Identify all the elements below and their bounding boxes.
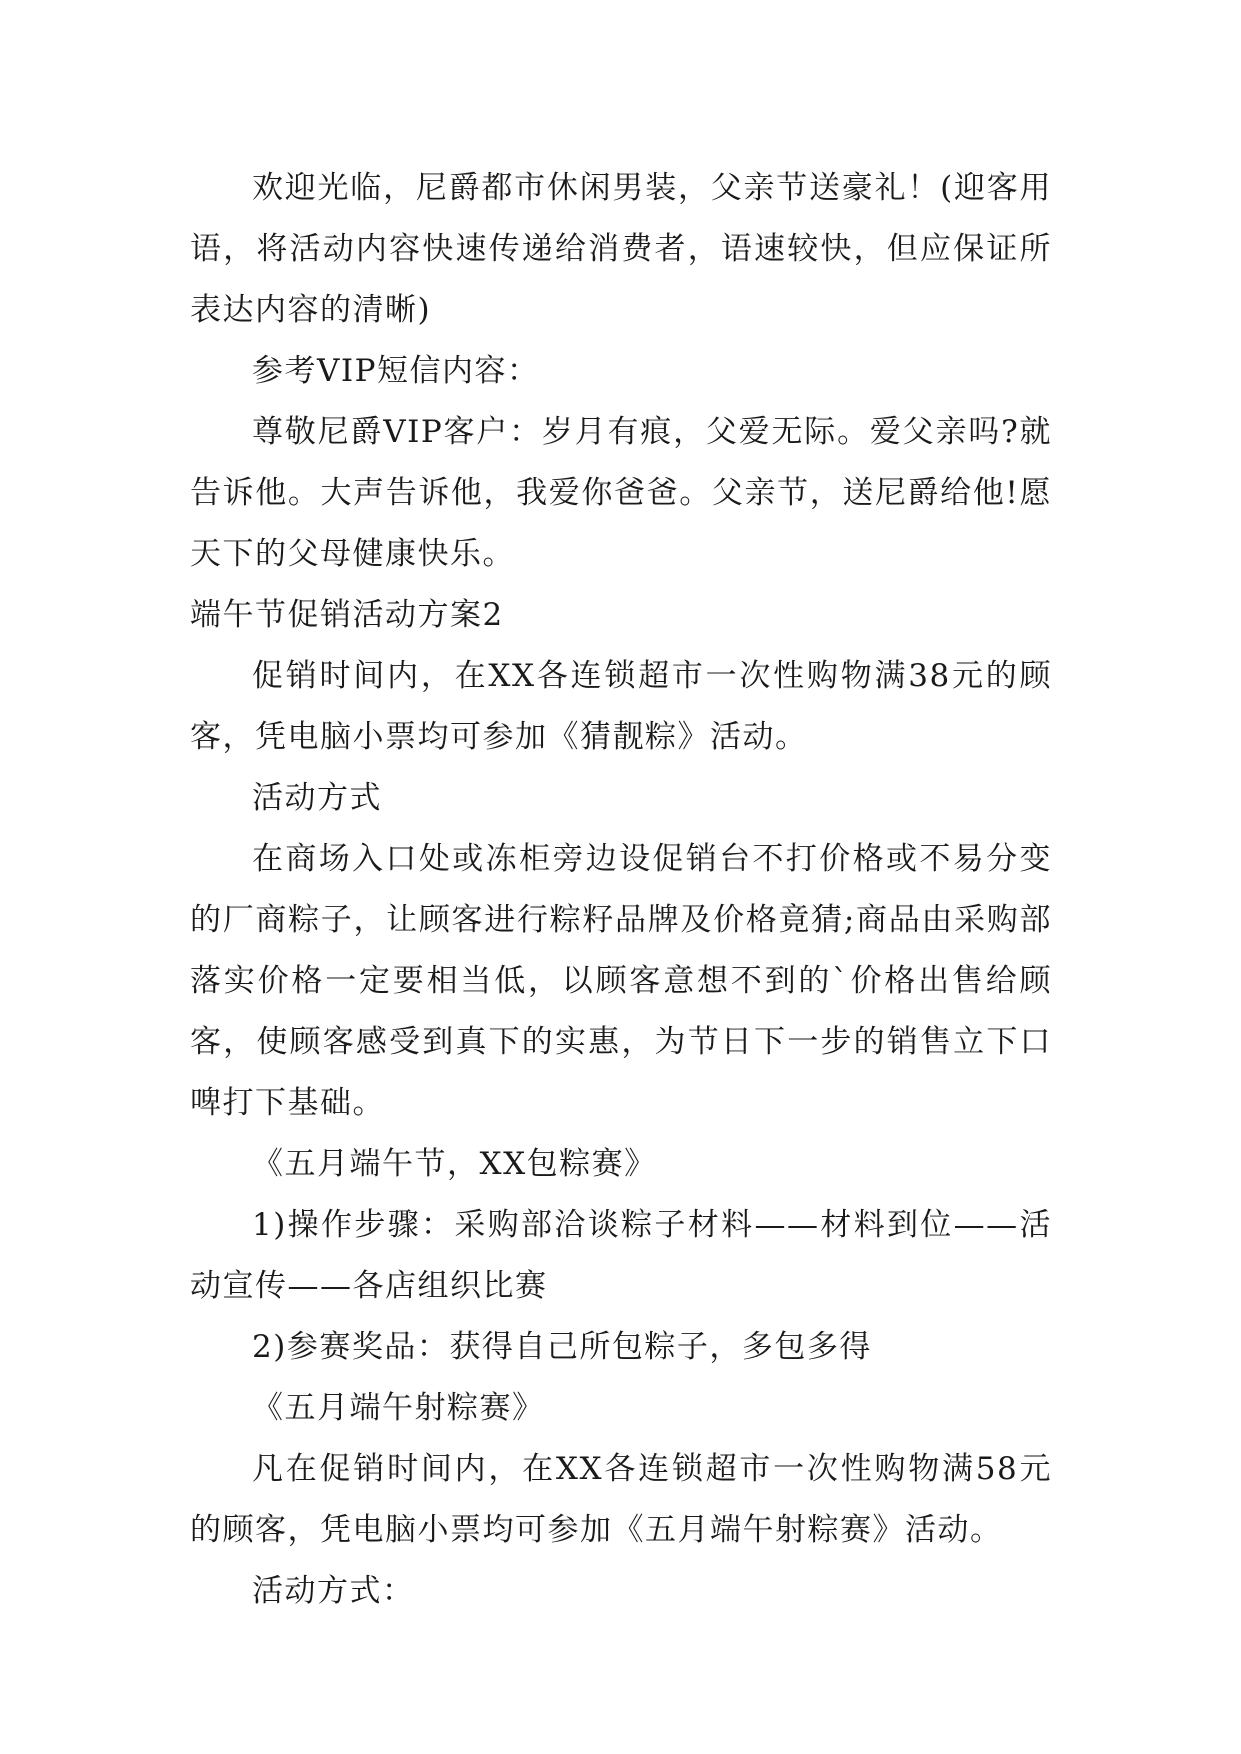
paragraph-activity-method-label: 活动方式 [252,780,382,816]
paragraph-activity-method-detail: 在商场入口处或冻柜旁边设促销台不打价格或不易分变的厂商粽子，让顾客进行粽籽品牌及价格竟猜;商品由采购部落实价格一定要相当低，以顾客意想不到的`价格出售给顾客，使顾客感受到真下的实惠，为节日下一步的销售立下口啤打下基础。 [190,841,1052,1121]
paragraph-wrapping-prizes: 2)参赛奖品：获得自己所包粽子，多包多得 [252,1329,872,1365]
document-body [190,158,1052,1622]
paragraph-promotion-time: 促销时间内，在XX各连锁超市一次性购物满38元的顾客，凭电脑小票均可参加《猜靓粽》活动。 [190,658,1052,755]
paragraph-vip-sms-content: 尊敬尼爵VIP客户：岁月有痕，父爱无际。爱父亲吗?就告诉他。大声告诉他，我爱你爸爸。父亲节，送尼爵给他!愿天下的父母健康快乐。 [190,414,1052,572]
paragraph-welcome-greeting: 欢迎光临，尼爵都市休闲男装，父亲节送豪礼！(迎客用语，将活动内容快速传递给消费者，语速较快，但应保证所表达内容的清晰) [190,170,1052,328]
paragraph-wrapping-contest-title: 《五月端午节，XX包粽赛》 [252,1146,657,1182]
paragraph-wrapping-steps: 1)操作步骤：采购部洽谈粽子材料——材料到位——活动宣传——各店组织比赛 [190,1207,1052,1304]
paragraph-vip-sms-intro: 参考VIP短信内容： [252,353,540,389]
section-title: 端午节促销活动方案2 [190,597,504,633]
paragraph-shooting-contest-title: 《五月端午射粽赛》 [252,1390,545,1426]
paragraph-shooting-contest-detail: 凡在促销时间内，在XX各连锁超市一次性购物满58元的顾客，凭电脑小票均可参加《五月端午射粽赛》活动。 [190,1451,1052,1548]
paragraph-activity-method-label-2: 活动方式： [252,1573,415,1609]
